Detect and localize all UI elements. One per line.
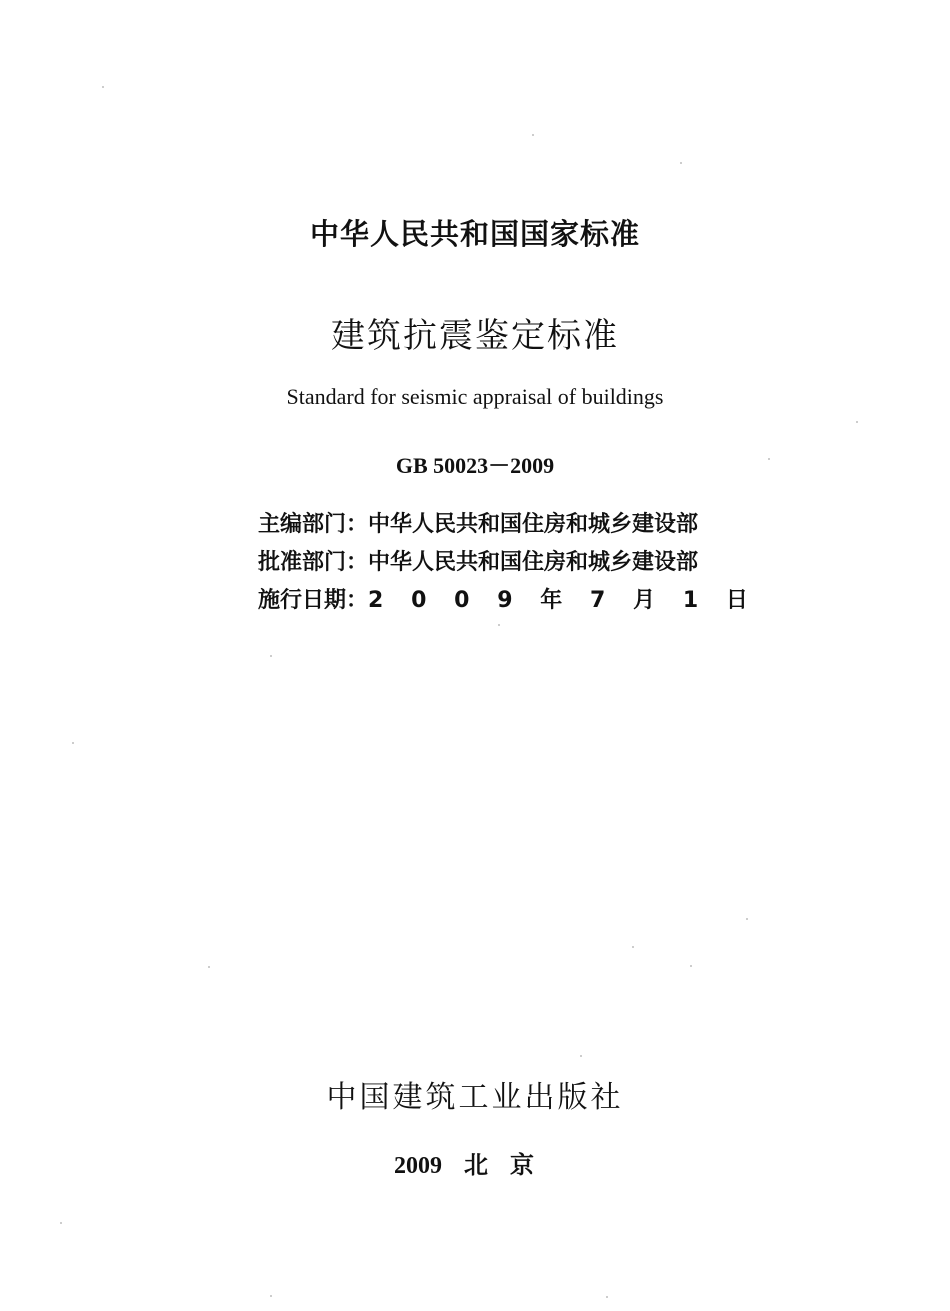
standard-code: GB 50023－2009: [395, 453, 555, 478]
effective-date-value: [368, 582, 748, 620]
date-char: 日: [725, 588, 748, 613]
approver-value: 中华人民共和国住房和城乡建设部: [368, 550, 699, 575]
scan-speck: [270, 1295, 272, 1297]
metadata-block: [258, 506, 778, 620]
date-char: 1: [682, 588, 699, 613]
publication-place-year: [0, 1145, 950, 1180]
scan-speck: [580, 1055, 582, 1057]
scan-speck: [768, 458, 770, 460]
date-char: 0: [454, 588, 470, 613]
scan-speck: [532, 134, 534, 136]
scan-speck: [270, 655, 272, 657]
publication-year: 2009: [394, 1153, 442, 1179]
scan-speck: [606, 1296, 608, 1298]
date-char: 9: [497, 588, 513, 613]
publication-city: 北京: [464, 1151, 556, 1179]
scan-speck: [856, 421, 858, 423]
scan-speck: [746, 918, 748, 920]
date-char: 2: [368, 588, 384, 613]
approver-row: [258, 544, 778, 582]
scan-speck: [60, 1222, 62, 1224]
publisher-name: 中国建筑工业出版社: [326, 1080, 624, 1115]
approver-label: 批准部门：: [258, 550, 369, 575]
scan-speck: [690, 965, 692, 967]
editor-row: [258, 506, 778, 544]
editor-value: 中华人民共和国住房和城乡建设部: [368, 512, 699, 537]
national-standard-heading: 中华人民共和国国家标准: [309, 217, 640, 251]
date-char: 7: [590, 588, 606, 613]
document-title-english: Standard for seismic appraisal of buildings: [286, 384, 664, 409]
scan-speck: [102, 86, 104, 88]
scan-speck: [498, 624, 500, 626]
editor-label: 主编部门：: [258, 512, 369, 537]
scan-speck: [632, 946, 634, 948]
scan-speck: [208, 966, 210, 968]
effective-date-label: 施行日期：: [258, 588, 369, 613]
date-char: 月: [633, 588, 656, 613]
scan-speck: [72, 742, 74, 744]
document-title-chinese: 建筑抗震鉴定标准: [331, 316, 619, 356]
effective-date-row: [258, 582, 778, 620]
scan-speck: [680, 162, 682, 164]
date-char: 0: [411, 588, 427, 613]
date-char: 年: [540, 588, 563, 613]
